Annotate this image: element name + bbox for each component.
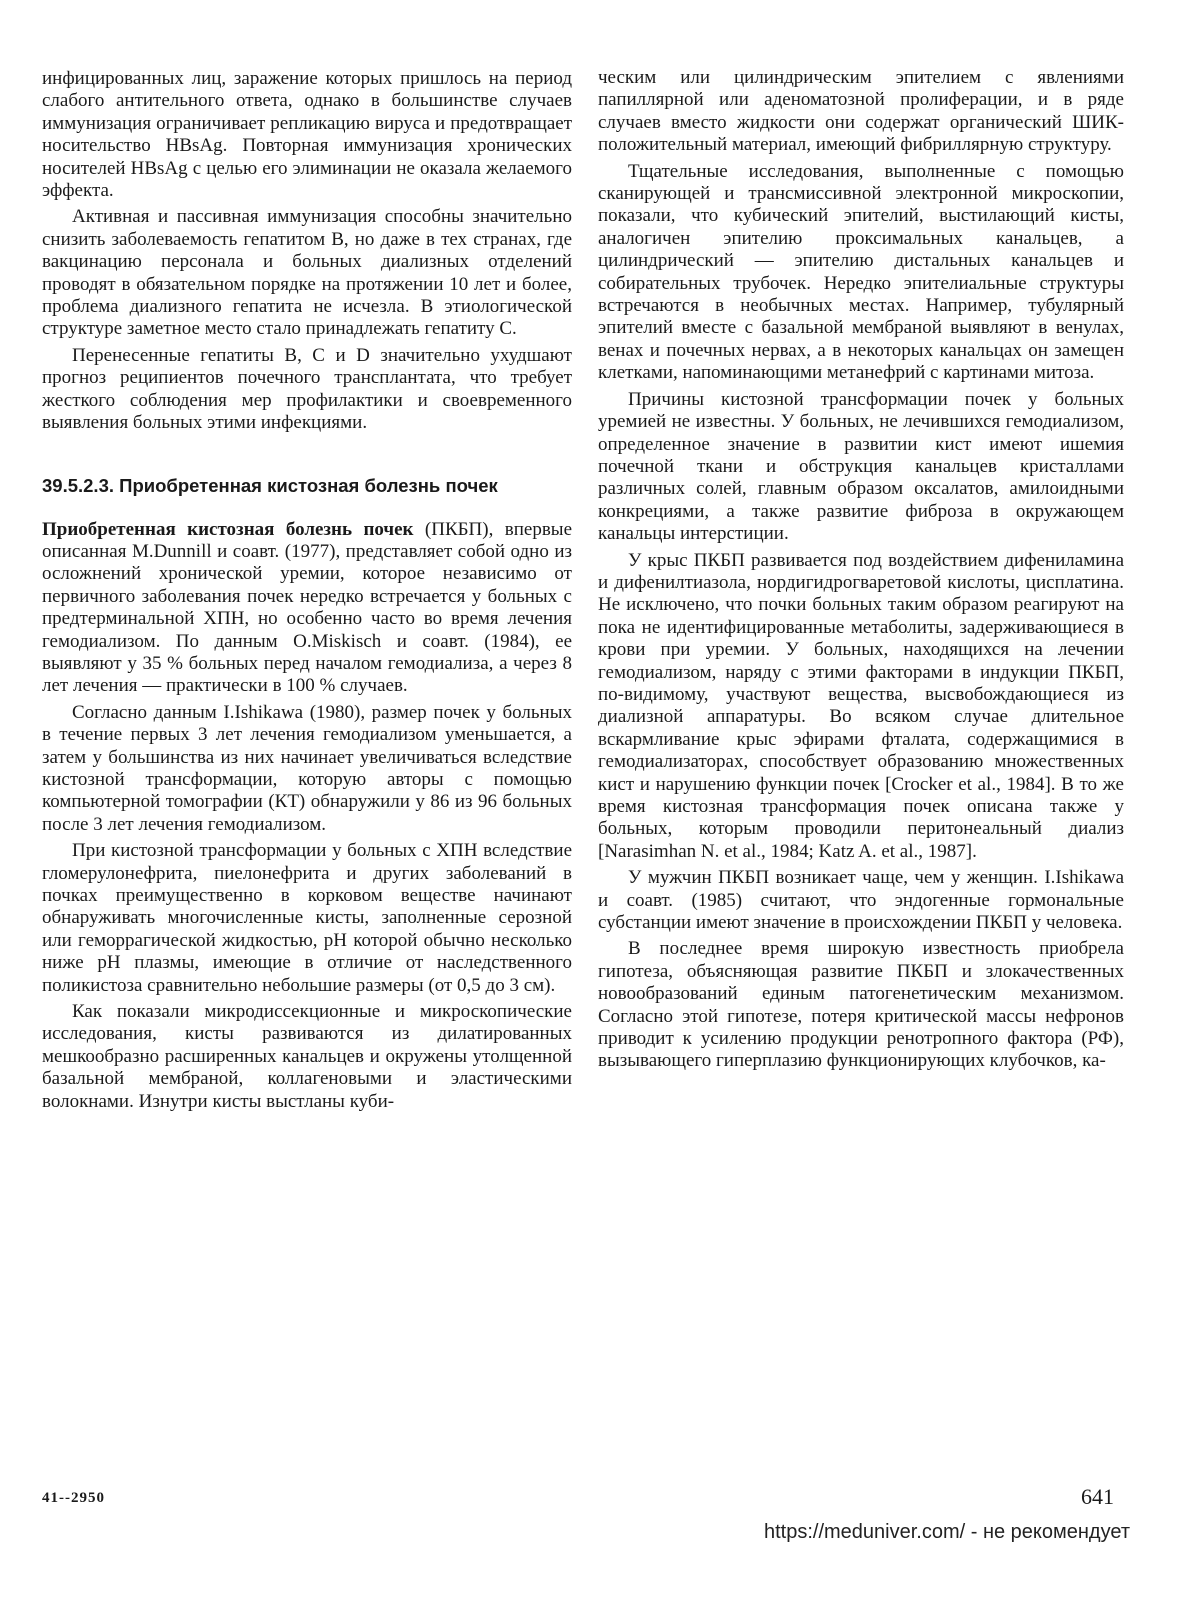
page-number: 641 — [1081, 1484, 1114, 1509]
paragraph-definition — [42, 519, 572, 698]
paragraph: ческим или цилиндрическим эпителием с явлениями папиллярной или аденоматозной пролиферации, и в ряде случаев вместо жидкости они содержат органический ШИК-положительный материал, имеющий фибриллярную структуру. — [598, 67, 1124, 156]
right-column — [598, 67, 1124, 1073]
paragraph: Согласно данным I.Ishikawa (1980), размер почек у больных в течение первых 3 лет лечения гемодиализом уменьшается, а затем у большинства из них начинает увеличиваться вследствие кистозной трансформации, которую авторы с помощью компьютерной томографии (КТ) обнаружили у 86 из 96 больных после 3 лет лечения гемодиализом. — [42, 701, 572, 835]
paragraph: Активная и пассивная иммунизация способны значительно снизить заболеваемость гепатитом В, но даже в тех странах, где вакцинацию персонала и больных диализных отделений проводят в обязательном порядке на протяжении 10 лет и более, проблема диализного гепатита не исчезла. В этиологической структуре заметное место стало принадлежать гепатиту С. — [42, 206, 572, 340]
paragraph: В последнее время широкую известность приобрела гипотеза, объясняющая развитие ПКБП и злокачественных новообразований единым патогенетическим механизмом. Согласно этой гипотезе, потеря критической массы нефронов приводит к усилению продукции ренотропного фактора (РФ), вызывающего гиперплазию функционирующих клубочков, ка- — [598, 938, 1124, 1072]
paragraph: инфицированных лиц, заражение которых пришлось на период слабого антительного ответа, однако в большинстве случаев иммунизация ограничивает репликацию вируса и предотвращает носительство HBsAg. Повторная иммунизация хронических носителей HBsAg с целью его элиминации не оказала желаемого эффекта. — [42, 68, 572, 202]
paragraph: При кистозной трансформации у больных с ХПН вследствие гломерулонефрита, пиелонефрита и других заболеваний в почках преимущественно в корковом веществе начинают обнаруживать многочисленные кисты, заполненные серозной или геморрагической жидкостью, pH которой обычно несколько ниже pH плазмы, имеющие в отличие от наследственного поликистоза сравнительно небольшие размеры (от 0,5 до 3 см). — [42, 840, 572, 996]
paragraph: Причины кистозной трансформации почек у больных уремией не известны. У больных, не лечившихся гемодиализом, определенное значение в развитии кист имеют ишемия почечной ткани и обструкция канальцев кристаллами различных солей, главным образом оксалатов, амилоидными конкрециями, а также развитие фиброза в окружающем канальцы интерстиции. — [598, 388, 1124, 545]
printer-signature: 41--2950 — [42, 1490, 105, 1506]
defined-term: Приобретенная кистозная болезнь почек — [42, 518, 414, 540]
definition-text: (ПКБП), впервые описанная M.Dunnill и соавт. (1977), представляет собой одно из осложнений хронической уремии, которое независимо от первичного заболевания почек нередко встречается у больных с предтерминальной ХПН, но особенно часто во время лечения гемодиализом. По данным O.Miskisch и соавт. (1984), ее выявляют у 35 % больных перед началом гемодиализа, а через 8 лет лечения — практически в 100 % случаев. — [42, 518, 573, 697]
paragraph: Перенесенные гепатиты В, С и D значительно ухудшают прогноз реципиентов почечного трансплантата, что требует жесткого соблюдения мер профилактики и своевременного выявления больных этими инфекциями. — [42, 344, 572, 434]
section-heading: 39.5.2.3. Приобретенная кистозная болезнь почек — [42, 474, 498, 496]
paragraph: У крыс ПКБП развивается под воздействием дифениламина и дифенилтиазола, нордигидрогваретовой кислоты, цисплатина. Не исключено, что почки больных таким образом реагируют на пока не идентифицированные метаболиты, задерживающиеся в крови при уремии. У больных, находящихся на лечении гемодиализом, наряду с этими факторами в индукции ПКБП, по-видимому, участвуют вещества, высвобождающиеся из диализной аппаратуры. Во всяком случае длительное вскармливание крыс эфирами фталата, содержащимися в гемодиализаторах, способствует образованию множественных кист и нарушению функции почек [Crocker et al., 1984]. В то же время кистозная трансформация почек описана также у больных, которым проводили перитонеальный диализ [Narasimhan N. et al., 1984; Katz A. et al., 1987]. — [598, 549, 1124, 862]
paragraph: У мужчин ПКБП возникает чаще, чем у женщин. I.Ishikawa и соавт. (1985) считают, что эндогенные гормональные субстанции имеют значение в происхождении ПКБП у человека. — [598, 867, 1124, 934]
left-column — [42, 68, 572, 1113]
paragraph: Тщательные исследования, выполненные с помощью сканирующей и трансмиссивной электронной микроскопии, показали, что кубический эпителий, выстилающий кисты, аналогичен эпителию проксимальных канальцев, а цилиндрический — эпителию дистальных канальцев и собирательных трубочек. Нередко эпителиальные структуры встречаются в необычных местах. Например, тубулярный эпителий вместе с базальной мембраной выявляют в венулах, венах и почечных нервах, а в некоторых канальцах он замещен клетками, напоминающими метанефрий с картинами митоза. — [598, 160, 1124, 384]
paragraph: Как показали микродиссекционные и микроскопические исследования, кисты развиваются из дилатированных мешкообразно расширенных канальцев и окружены утолщенной базальной мембраной, коллагеновыми и эластическими волокнами. Изнутри кисты выстланы куби- — [42, 1001, 572, 1112]
source-note: https://meduniver.com/ - не рекомендует — [763, 1521, 1130, 1543]
